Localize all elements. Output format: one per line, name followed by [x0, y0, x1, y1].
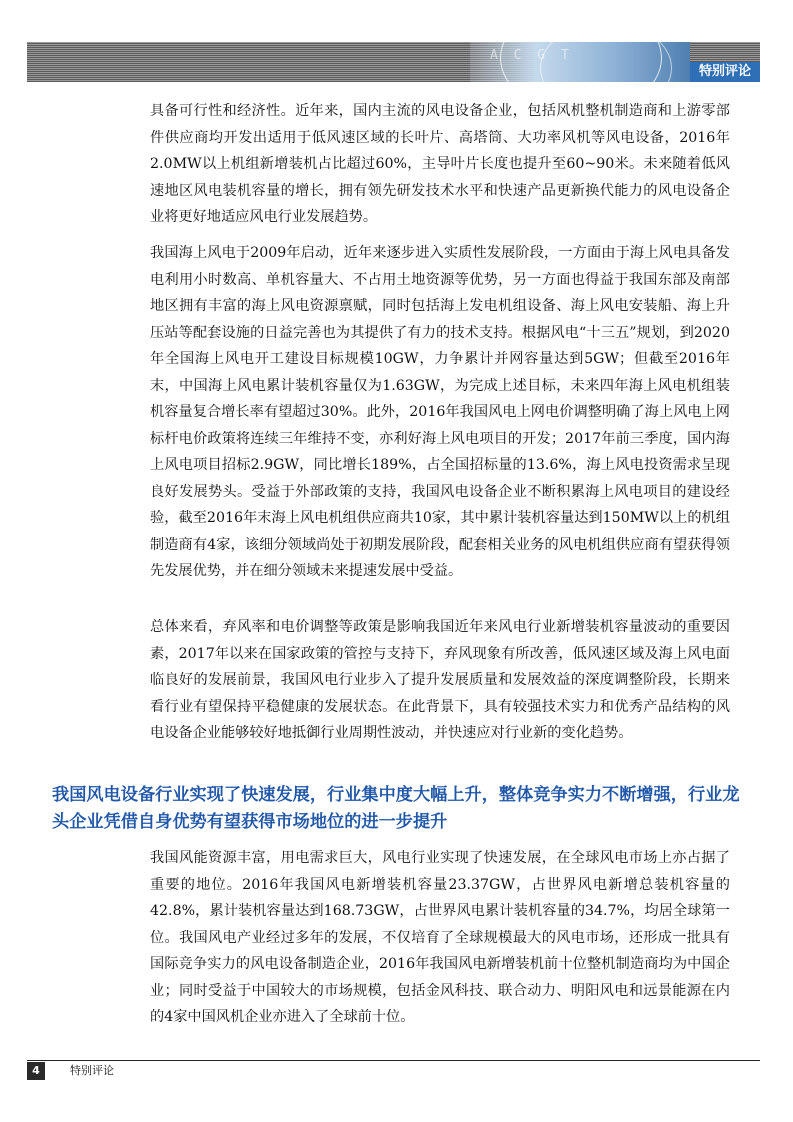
- header-section-label: 特别评论: [690, 62, 760, 82]
- body-paragraph: [150, 240, 730, 585]
- paragraph-text: 总体来看，弃风率和电价调整等政策是影响我国近年来风电行业新增装机容量波动的重要因素，2017年以来在国家政策的管控与支持下，弃风现象有所改善，低风速区域及海上风电面临良好的发展前景，我国风电行业步入了提升发展质量和发展效益的深度调整阶段，长期来看行业有望保持平稳健康的发展状态。在此背景下，具有较强技术实力和优秀产品结构的风电设备企业能够较好地抵御行业周期性波动，并快速应对行业新的变化趋势。: [150, 619, 730, 741]
- body-paragraph: [150, 98, 730, 231]
- paragraph-text: 我国风能资源丰富，用电需求巨大，风电行业实现了快速发展，在全球风电市场上亦占据了重要的地位。2016年我国风电新增装机容量23.37GW，占世界风电新增总装机容量的42.8%，累计装机容量达到168.73GW，占世界风电累计装机容量的34.7%，均居全球第一位。我国风电产业经过多年的发展，不仅培育了全球规模最大的风电市场，还形成一批具有国际竞争实力的风电设备制造企业，2016年我国风电新增装机前十位整机制造商均为中国企业；同时受益于中国较大的市场规模，包括金风科技、联合动力、明阳风电和远景能源在内的4家中国风机企业亦进入了全球前十位。: [150, 850, 730, 1025]
- page-number: 4: [27, 1062, 45, 1080]
- paragraph-text: 我国海上风电于2009年启动，近年来逐步进入实质性发展阶段，一方面由于海上风电具备发电利用小时数高、单机容量大、不占用土地资源等优势，另一方面也得益于我国东部及南部地区拥有丰富的海上风电资源禀赋，同时包括海上发电机组设备、海上风电安装船、海上升压站等配套设施的日益完善也为其提供了有力的技术支持。根据风电“十三五”规划，到2020年全国海上风电开工建设目标规模10GW，力争累计并网容量达到5GW；但截至2016年末，中国海上风电累计装机容量仅为1.63GW，为完成上述目标，未来四年海上风电机组装机容量复合增长率有望超过30%。此外，2016年我国风电上网电价调整明确了海上风电上网标杆电价政策将连续三年维持不变，亦利好海上风电项目的开发；2017年前三季度，国内海上风电项目招标2.9GW，同比增长189%，占全国招标量的13.6%，海上风电投资需求呈现良好发展势头。受益于外部政策的支持，我国风电设备企业不断积累海上风电项目的建设经验，截至2016年末海上风电机组供应商共10家，其中累计装机容量达到150MW以上的机组制造商有4家，该细分领域尚处于初期发展阶段，配套相关业务的风电机组供应商有望获得领先发展优势，并在细分领域未来提速发展中受益。: [150, 245, 730, 579]
- paragraph-text: 具备可行性和经济性。近年来，国内主流的风电设备企业，包括风机整机制造商和上游零部件供应商均开发出适用于低风速区域的长叶片、高塔筒、大功率风机等风电设备，2016年2.0MW以上机组新增装机占比超过60%，主导叶片长度也提升至60~90米。未来随着低风速地区风电装机容量的增长，拥有领先研发技术水平和快速产品更新换代能力的风电设备企业将更好地适应风电行业发展趋势。: [150, 103, 730, 225]
- body-paragraph: [150, 845, 730, 1031]
- section-heading: 我国风电设备行业实现了快速发展，行业集中度大幅上升，整体竞争实力不断增强，行业龙头企业凭借自身优势有望获得市场地位的进一步提升: [52, 785, 740, 832]
- footer-rule: [27, 1060, 760, 1061]
- body-paragraph: [150, 614, 730, 747]
- header-banner-image: A C G T: [470, 42, 690, 82]
- footer-label: 特别评论: [70, 1064, 114, 1077]
